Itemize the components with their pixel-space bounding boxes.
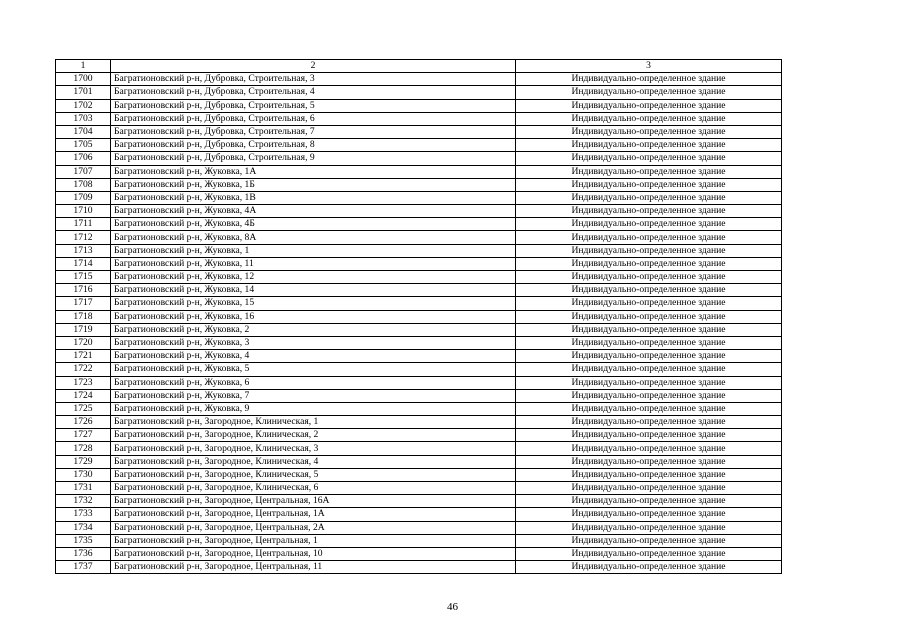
object-type-cell: Индивидуально-определенное здание xyxy=(516,244,782,257)
row-number-cell: 1732 xyxy=(56,495,111,508)
object-type-cell: Индивидуально-определенное здание xyxy=(516,231,782,244)
object-type-cell: Индивидуально-определенное здание xyxy=(516,455,782,468)
address-cell: Багратионовский р-н, Жуковка, 1В xyxy=(111,191,516,204)
object-type-cell: Индивидуально-определенное здание xyxy=(516,495,782,508)
table-row xyxy=(56,350,782,363)
row-number-cell: 1710 xyxy=(56,205,111,218)
object-type-cell: Индивидуально-определенное здание xyxy=(516,191,782,204)
object-type-cell: Индивидуально-определенное здание xyxy=(516,468,782,481)
row-number-cell: 1716 xyxy=(56,284,111,297)
row-number-cell: 1736 xyxy=(56,547,111,560)
object-type-cell: Индивидуально-определенное здание xyxy=(516,534,782,547)
object-type-cell: Индивидуально-определенное здание xyxy=(516,429,782,442)
row-number-cell: 1715 xyxy=(56,271,111,284)
address-cell: Багратионовский р-н, Загородное, Клиническая, 2 xyxy=(111,429,516,442)
address-cell: Багратионовский р-н, Жуковка, 1Б xyxy=(111,178,516,191)
address-cell: Багратионовский р-н, Жуковка, 15 xyxy=(111,297,516,310)
object-type-cell: Индивидуально-определенное здание xyxy=(516,112,782,125)
table-row xyxy=(56,336,782,349)
address-cell: Багратионовский р-н, Жуковка, 9 xyxy=(111,402,516,415)
table-row xyxy=(56,284,782,297)
row-number-cell: 1727 xyxy=(56,429,111,442)
address-cell: Багратионовский р-н, Жуковка, 4А xyxy=(111,205,516,218)
object-type-cell: Индивидуально-определенное здание xyxy=(516,376,782,389)
row-number-cell: 1705 xyxy=(56,139,111,152)
object-type-cell: Индивидуально-определенное здание xyxy=(516,271,782,284)
row-number-cell: 1737 xyxy=(56,561,111,574)
address-cell: Багратионовский р-н, Дубровка, Строительная, 4 xyxy=(111,86,516,99)
object-type-cell: Индивидуально-определенное здание xyxy=(516,99,782,112)
row-number-cell: 1708 xyxy=(56,178,111,191)
table-row xyxy=(56,165,782,178)
object-type-cell: Индивидуально-определенное здание xyxy=(516,521,782,534)
row-number-cell: 1731 xyxy=(56,482,111,495)
row-number-cell: 1720 xyxy=(56,336,111,349)
table-row xyxy=(56,86,782,99)
address-cell: Багратионовский р-н, Жуковка, 7 xyxy=(111,389,516,402)
table-row xyxy=(56,112,782,125)
object-type-cell: Индивидуально-определенное здание xyxy=(516,205,782,218)
table-row xyxy=(56,125,782,138)
address-cell: Багратионовский р-н, Жуковка, 8А xyxy=(111,231,516,244)
row-number-cell: 1709 xyxy=(56,191,111,204)
table-row xyxy=(56,534,782,547)
object-type-cell: Индивидуально-определенное здание xyxy=(516,482,782,495)
table-row xyxy=(56,561,782,574)
address-cell: Багратионовский р-н, Загородное, Клиническая, 3 xyxy=(111,442,516,455)
address-cell: Багратионовский р-н, Загородное, Центральная, 1 xyxy=(111,534,516,547)
object-type-cell: Индивидуально-определенное здание xyxy=(516,139,782,152)
table-header-row xyxy=(56,60,782,73)
row-number-cell: 1700 xyxy=(56,73,111,86)
row-number-cell: 1712 xyxy=(56,231,111,244)
address-cell: Багратионовский р-н, Жуковка, 1 xyxy=(111,244,516,257)
address-cell: Багратионовский р-н, Жуковка, 16 xyxy=(111,310,516,323)
address-cell: Багратионовский р-н, Жуковка, 14 xyxy=(111,284,516,297)
address-cell: Багратионовский р-н, Загородное, Центральная, 11 xyxy=(111,561,516,574)
address-cell: Багратионовский р-н, Загородное, Центральная, 2А xyxy=(111,521,516,534)
object-type-cell: Индивидуально-определенное здание xyxy=(516,218,782,231)
row-number-cell: 1718 xyxy=(56,310,111,323)
object-type-cell: Индивидуально-определенное здание xyxy=(516,73,782,86)
row-number-cell: 1733 xyxy=(56,508,111,521)
address-cell: Багратионовский р-н, Дубровка, Строительная, 7 xyxy=(111,125,516,138)
header-cell-type: 3 xyxy=(516,60,782,73)
table-row xyxy=(56,191,782,204)
table-row xyxy=(56,139,782,152)
table-row xyxy=(56,416,782,429)
object-type-cell: Индивидуально-определенное здание xyxy=(516,389,782,402)
row-number-cell: 1723 xyxy=(56,376,111,389)
address-cell: Багратионовский р-н, Загородное, Клиническая, 4 xyxy=(111,455,516,468)
address-cell: Багратионовский р-н, Жуковка, 6 xyxy=(111,376,516,389)
table-row xyxy=(56,323,782,336)
row-number-cell: 1735 xyxy=(56,534,111,547)
row-number-cell: 1730 xyxy=(56,468,111,481)
row-number-cell: 1713 xyxy=(56,244,111,257)
row-number-cell: 1702 xyxy=(56,99,111,112)
row-number-cell: 1701 xyxy=(56,86,111,99)
row-number-cell: 1714 xyxy=(56,257,111,270)
object-type-cell: Индивидуально-определенное здание xyxy=(516,336,782,349)
registry-table-body xyxy=(56,60,782,574)
object-type-cell: Индивидуально-определенное здание xyxy=(516,402,782,415)
table-row xyxy=(56,402,782,415)
table-row xyxy=(56,231,782,244)
table-row xyxy=(56,455,782,468)
row-number-cell: 1725 xyxy=(56,402,111,415)
table-row xyxy=(56,297,782,310)
address-cell: Багратионовский р-н, Жуковка, 4 xyxy=(111,350,516,363)
header-cell-number: 1 xyxy=(56,60,111,73)
table-row xyxy=(56,468,782,481)
table-row xyxy=(56,495,782,508)
table-row xyxy=(56,152,782,165)
row-number-cell: 1721 xyxy=(56,350,111,363)
object-type-cell: Индивидуально-определенное здание xyxy=(516,284,782,297)
row-number-cell: 1729 xyxy=(56,455,111,468)
object-type-cell: Индивидуально-определенное здание xyxy=(516,152,782,165)
row-number-cell: 1719 xyxy=(56,323,111,336)
address-cell: Багратионовский р-н, Дубровка, Строительная, 9 xyxy=(111,152,516,165)
table-row xyxy=(56,257,782,270)
object-type-cell: Индивидуально-определенное здание xyxy=(516,257,782,270)
row-number-cell: 1704 xyxy=(56,125,111,138)
table-row xyxy=(56,389,782,402)
registry-table xyxy=(55,59,782,574)
object-type-cell: Индивидуально-определенное здание xyxy=(516,561,782,574)
address-cell: Багратионовский р-н, Загородное, Клиническая, 1 xyxy=(111,416,516,429)
table-row xyxy=(56,73,782,86)
object-type-cell: Индивидуально-определенное здание xyxy=(516,323,782,336)
object-type-cell: Индивидуально-определенное здание xyxy=(516,86,782,99)
table-row xyxy=(56,178,782,191)
table-row xyxy=(56,376,782,389)
table-row xyxy=(56,244,782,257)
object-type-cell: Индивидуально-определенное здание xyxy=(516,178,782,191)
header-cell-address: 2 xyxy=(111,60,516,73)
address-cell: Багратионовский р-н, Дубровка, Строительная, 5 xyxy=(111,99,516,112)
address-cell: Багратионовский р-н, Загородное, Центральная, 10 xyxy=(111,547,516,560)
table-row xyxy=(56,442,782,455)
table-row xyxy=(56,310,782,323)
object-type-cell: Индивидуально-определенное здание xyxy=(516,363,782,376)
row-number-cell: 1717 xyxy=(56,297,111,310)
object-type-cell: Индивидуально-определенное здание xyxy=(516,310,782,323)
table-row xyxy=(56,521,782,534)
row-number-cell: 1728 xyxy=(56,442,111,455)
table-row xyxy=(56,99,782,112)
row-number-cell: 1726 xyxy=(56,416,111,429)
address-cell: Багратионовский р-н, Дубровка, Строительная, 3 xyxy=(111,73,516,86)
object-type-cell: Индивидуально-определенное здание xyxy=(516,297,782,310)
address-cell: Багратионовский р-н, Жуковка, 12 xyxy=(111,271,516,284)
row-number-cell: 1722 xyxy=(56,363,111,376)
row-number-cell: 1724 xyxy=(56,389,111,402)
object-type-cell: Индивидуально-определенное здание xyxy=(516,350,782,363)
address-cell: Багратионовский р-н, Загородное, Центральная, 16А xyxy=(111,495,516,508)
table-row xyxy=(56,205,782,218)
object-type-cell: Индивидуально-определенное здание xyxy=(516,125,782,138)
object-type-cell: Индивидуально-определенное здание xyxy=(516,508,782,521)
table-row xyxy=(56,271,782,284)
table-row xyxy=(56,508,782,521)
object-type-cell: Индивидуально-определенное здание xyxy=(516,165,782,178)
row-number-cell: 1711 xyxy=(56,218,111,231)
object-type-cell: Индивидуально-определенное здание xyxy=(516,442,782,455)
address-cell: Багратионовский р-н, Жуковка, 11 xyxy=(111,257,516,270)
address-cell: Багратионовский р-н, Загородное, Клиническая, 6 xyxy=(111,482,516,495)
table-row xyxy=(56,363,782,376)
address-cell: Багратионовский р-н, Загородное, Клиническая, 5 xyxy=(111,468,516,481)
address-cell: Багратионовский р-н, Загородное, Центральная, 1А xyxy=(111,508,516,521)
row-number-cell: 1734 xyxy=(56,521,111,534)
address-cell: Багратионовский р-н, Жуковка, 2 xyxy=(111,323,516,336)
object-type-cell: Индивидуально-определенное здание xyxy=(516,547,782,560)
page-number: 46 xyxy=(447,601,458,613)
address-cell: Багратионовский р-н, Дубровка, Строительная, 8 xyxy=(111,139,516,152)
address-cell: Багратионовский р-н, Дубровка, Строительная, 6 xyxy=(111,112,516,125)
address-cell: Багратионовский р-н, Жуковка, 3 xyxy=(111,336,516,349)
row-number-cell: 1703 xyxy=(56,112,111,125)
address-cell: Багратионовский р-н, Жуковка, 4Б xyxy=(111,218,516,231)
table-row xyxy=(56,547,782,560)
address-cell: Багратионовский р-н, Жуковка, 5 xyxy=(111,363,516,376)
address-cell: Багратионовский р-н, Жуковка, 1А xyxy=(111,165,516,178)
table-row xyxy=(56,429,782,442)
row-number-cell: 1706 xyxy=(56,152,111,165)
row-number-cell: 1707 xyxy=(56,165,111,178)
table-row xyxy=(56,482,782,495)
object-type-cell: Индивидуально-определенное здание xyxy=(516,416,782,429)
table-row xyxy=(56,218,782,231)
